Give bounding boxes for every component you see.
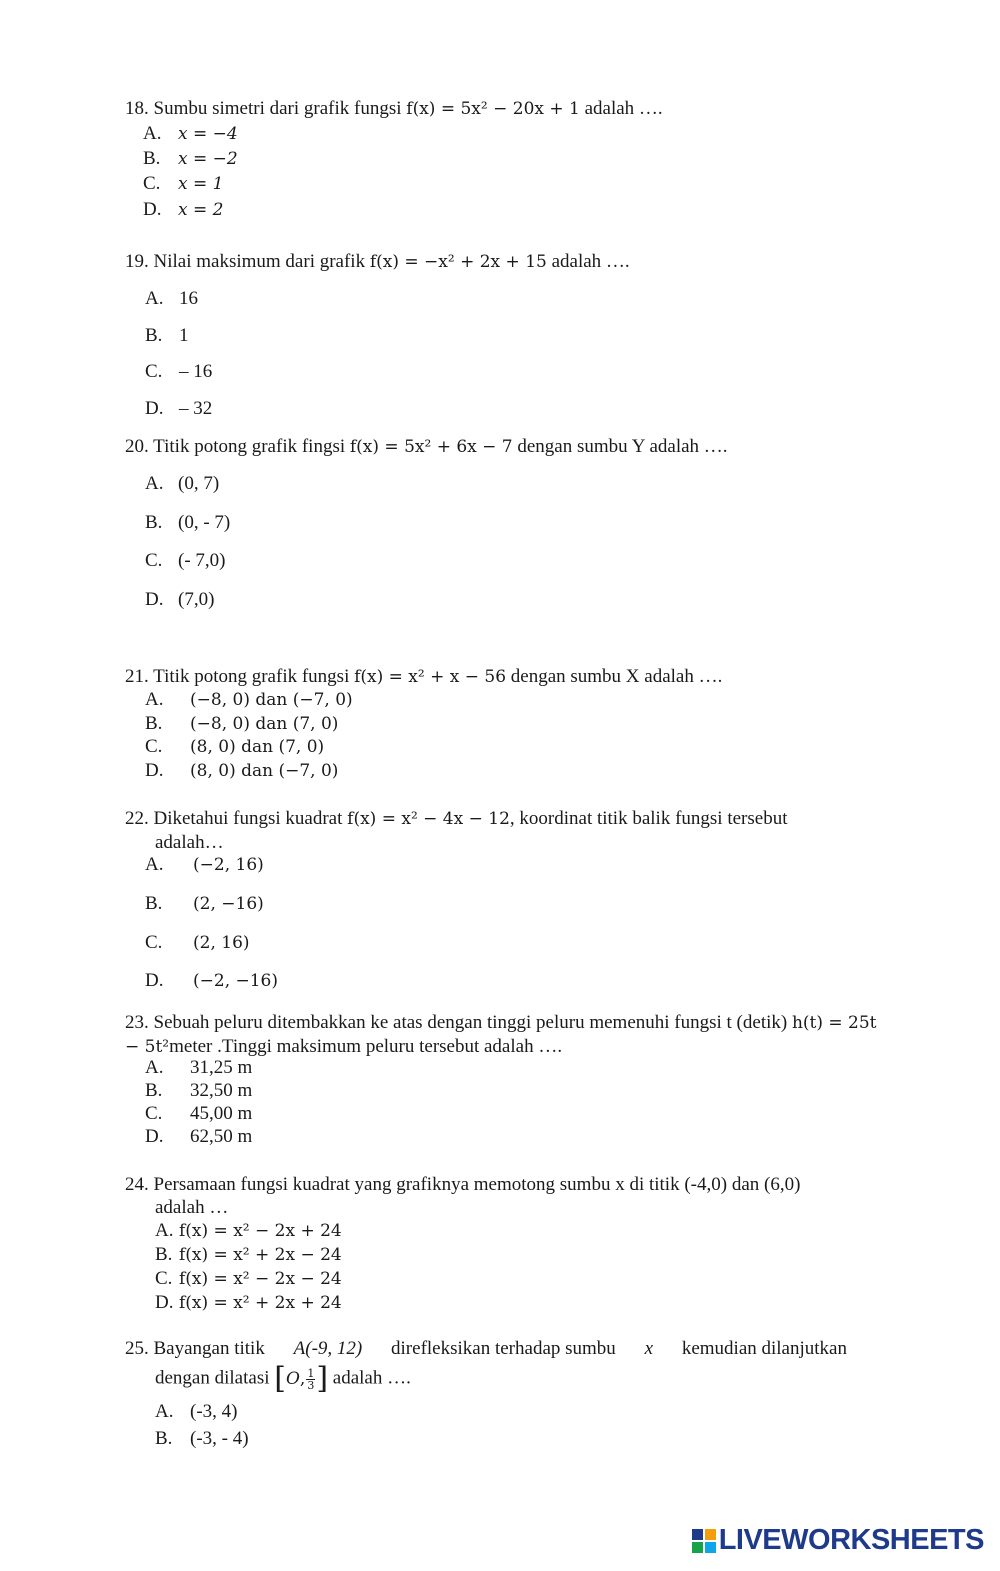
formula: h(t) = 25t − 5t² <box>125 1013 877 1057</box>
option-20c[interactable]: C. (- 7,0) <box>145 550 226 571</box>
question-20 <box>125 435 895 459</box>
question-number: 20. <box>125 436 149 457</box>
option-22b[interactable]: B. (2, −16) <box>145 893 264 914</box>
logo-text: LIVEWORKSHEETS <box>718 1524 984 1556</box>
question-text: Titik potong grafik fungsi <box>153 666 350 687</box>
question-18 <box>125 97 895 121</box>
option-23b[interactable]: B. 32,50 m <box>145 1080 253 1101</box>
formula: f(x) = x² − 4x − 12 <box>347 809 510 829</box>
option-21b[interactable]: B. (−8, 0) dan (7, 0) <box>145 713 339 734</box>
question-21 <box>125 665 895 689</box>
question-text-end: kemudian dilanjutkan <box>681 1338 847 1359</box>
option-22a[interactable]: A. (−2, 16) <box>145 854 264 875</box>
question-text-end: , koordinat titik balik fungsi tersebut <box>509 808 788 829</box>
option-25a[interactable]: A. (-3, 4) <box>155 1401 238 1422</box>
question-text-line2: dengan dilatasi [ O , $\frac{1}{3}$ ] adalah …. <box>155 1361 411 1396</box>
question-text-mid: direfleksikan terhadap sumbu <box>391 1338 616 1359</box>
question-text: Bayangan titik <box>153 1338 265 1359</box>
option-22c[interactable]: C. (2, 16) <box>145 932 250 953</box>
option-23a[interactable]: A. 31,25 m <box>145 1057 253 1078</box>
option-19c[interactable]: C. – 16 <box>145 361 213 382</box>
question-text-end: adalah …. <box>584 98 663 119</box>
option-20a[interactable]: A. (0, 7) <box>145 473 220 494</box>
question-number: 19. <box>125 251 149 272</box>
option-21c[interactable]: C. (8, 0) dan (7, 0) <box>145 736 325 757</box>
question-25 <box>125 1337 847 1394</box>
option-24c[interactable]: C. f(x) = x² − 2x − 24 <box>155 1268 342 1289</box>
option-18b[interactable]: B. x = −2 <box>143 148 238 169</box>
question-text: Sumbu simetri dari grafik fungsi <box>153 98 402 119</box>
question-text-line2: adalah … <box>155 1197 229 1218</box>
option-19b[interactable]: B. 1 <box>145 325 189 346</box>
question-19 <box>125 250 895 274</box>
option-23d[interactable]: D. 62,50 m <box>145 1126 253 1147</box>
question-number: 23. <box>125 1012 149 1033</box>
option-18d[interactable]: D. x = 2 <box>143 199 224 220</box>
question-number: 25. <box>125 1338 149 1359</box>
formula: f(x) = −x² + 2x + 15 <box>369 252 547 272</box>
option-18a[interactable]: A. x = −4 <box>143 123 238 144</box>
axis-label: x <box>644 1338 654 1359</box>
option-24b[interactable]: B. f(x) = x² + 2x − 24 <box>155 1244 342 1265</box>
option-23c[interactable]: C. 45,00 m <box>145 1103 253 1124</box>
option-24d[interactable]: D. f(x) = x² + 2x + 24 <box>155 1292 342 1313</box>
question-number: 21. <box>125 666 149 687</box>
question-text-line2: adalah… <box>155 832 224 853</box>
option-22d[interactable]: D. (−2, −16) <box>145 970 279 991</box>
question-text-end: dengan sumbu X adalah …. <box>510 666 723 687</box>
option-25b[interactable]: B. (-3, - 4) <box>155 1428 249 1449</box>
question-number: 18. <box>125 98 149 119</box>
question-text-end: meter .Tinggi maksimum peluru tersebut adalah …. <box>169 1036 563 1057</box>
point-label: A(-9, 12) <box>293 1338 363 1359</box>
option-18c[interactable]: C. x = 1 <box>143 173 224 194</box>
formula: f(x) = x² + x − 56 <box>354 667 507 687</box>
option-20b[interactable]: B. (0, - 7) <box>145 512 231 533</box>
option-20d[interactable]: D. (7,0) <box>145 589 215 610</box>
formula: f(x) = 5x² − 20x + 1 <box>406 99 580 119</box>
question-text: Persamaan fungsi kuadrat yang grafiknya memotong sumbu x di titik (-4,0) dan (6,0) <box>153 1174 801 1195</box>
question-text: Nilai maksimum dari grafik <box>153 251 366 272</box>
liveworksheets-logo <box>692 1524 984 1557</box>
option-21a[interactable]: A. (−8, 0) dan (−7, 0) <box>145 689 353 710</box>
question-text: Titik potong grafik fingsi <box>153 436 346 457</box>
question-text: Sebuah peluru ditembakkan ke atas dengan tinggi peluru memenuhi fungsi t (detik) <box>153 1012 788 1033</box>
question-text: Diketahui fungsi kuadrat <box>153 808 343 829</box>
option-21d[interactable]: D. (8, 0) dan (−7, 0) <box>145 760 339 781</box>
question-number: 22. <box>125 808 149 829</box>
question-24 <box>125 1173 895 1219</box>
question-text-end: dengan sumbu Y adalah …. <box>517 436 728 457</box>
question-22 <box>125 807 895 854</box>
option-24a[interactable]: A. f(x) = x² − 2x + 24 <box>155 1220 342 1241</box>
question-text-end: adalah …. <box>551 251 630 272</box>
option-19d[interactable]: D. – 32 <box>145 398 213 419</box>
question-23 <box>125 1011 895 1059</box>
dilation-matrix: [ O , $\frac{1}{3}$ ] <box>274 1361 329 1396</box>
liveworksheets-logo-icon <box>692 1529 716 1553</box>
question-number: 24. <box>125 1174 149 1195</box>
option-19a[interactable]: A. 16 <box>145 288 198 309</box>
formula: f(x) = 5x² + 6x − 7 <box>349 437 513 457</box>
